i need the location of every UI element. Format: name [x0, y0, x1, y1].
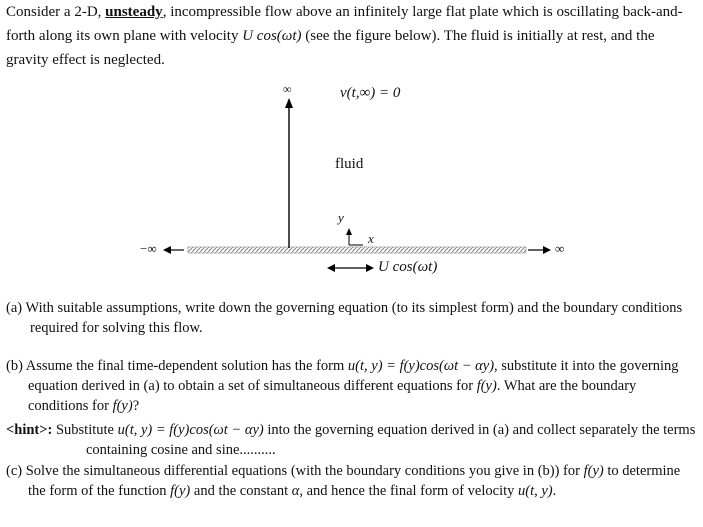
question-b-text-3: . What are the boundary conditions for — [28, 378, 637, 414]
question-b-math-1: u(t, y) = f(y)cos(ωt − αy) — [347, 358, 495, 374]
left-arrowhead — [163, 246, 171, 254]
small-y-arrowhead — [346, 228, 352, 235]
question-a-tag: (a) — [6, 300, 23, 316]
hint — [6, 420, 696, 460]
question-a-text: With suitable assumptions, write down the governing equation (to its simplest form) and the boundary conditions required for solving this flow. — [25, 300, 683, 336]
figure-drawing — [0, 80, 703, 280]
question-b-text-2: , substitute it into the governing equation derived in (a) to obtain a set of simultaneous different equations for — [28, 358, 679, 394]
top-infinity-label: ∞ — [283, 82, 292, 96]
question-c-text-2: to determine the form of the function — [28, 463, 681, 499]
question-b-text-4: ? — [132, 398, 140, 414]
intro-emphasis: unsteady — [105, 4, 163, 20]
intro-text-1: Consider a 2-D, — [6, 4, 106, 20]
velocity-arrowhead-right — [366, 264, 374, 272]
flat-plate — [188, 247, 526, 253]
hint-tag: <hint>: — [6, 422, 53, 438]
question-c-math-1: f(y) — [583, 463, 604, 479]
question-b-tag: (b) — [6, 358, 23, 374]
hint-text-2: into the governing equation derived in (a) and collect separately the terms containing cosine and sine.......... — [86, 422, 696, 458]
problem-intro — [6, 0, 698, 72]
boundary-condition-label: v(t,∞) = 0 — [340, 85, 401, 101]
left-infinity-label: −∞ — [140, 241, 157, 256]
question-c-text-3: and the constant — [190, 483, 292, 499]
y-axis-label: y — [338, 210, 344, 225]
question-a — [6, 298, 696, 338]
intro-text-2: , incompressible flow above an infinitely large flat plate which is oscillating back-and-forth along its own plane with velocity — [6, 4, 683, 44]
right-infinity-label: ∞ — [555, 241, 565, 256]
question-c-text-4: , and hence the final form of velocity — [299, 483, 519, 499]
plate-velocity-label: U cos(ωt) — [378, 259, 438, 275]
hint-text-1: Substitute — [52, 422, 118, 438]
question-b-text-1: Assume the final time-dependent solution has the form — [25, 358, 348, 374]
right-arrowhead — [543, 246, 551, 254]
question-c-math-3: α — [291, 483, 300, 499]
question-c-tag: (c) — [6, 463, 23, 479]
y-axis-arrowhead — [285, 98, 293, 108]
hint-math-1: u(t, y) = f(y)cos(ωt − αy) — [117, 422, 264, 438]
question-b-math-3: f(y) — [112, 398, 133, 414]
question-b — [6, 356, 696, 416]
velocity-arrowhead-left — [327, 264, 335, 272]
x-axis-label: x — [368, 231, 374, 246]
intro-velocity: U cos(ωt) — [242, 28, 302, 44]
question-c-text-1: Solve the simultaneous differential equations (with the boundary conditions you give in (b)) for — [25, 463, 584, 479]
question-c-text-5: . — [552, 483, 557, 499]
question-b-math-2: f(y) — [476, 378, 497, 394]
intro-text-3: (see the figure below). The fluid is initially at rest, and the gravity effect is neglected. — [6, 28, 655, 68]
flow-figure — [0, 80, 703, 280]
fluid-label: fluid — [335, 156, 364, 172]
question-c — [6, 461, 696, 501]
question-c-math-2: f(y) — [170, 483, 191, 499]
question-c-math-4: u(t, y) — [518, 483, 553, 499]
